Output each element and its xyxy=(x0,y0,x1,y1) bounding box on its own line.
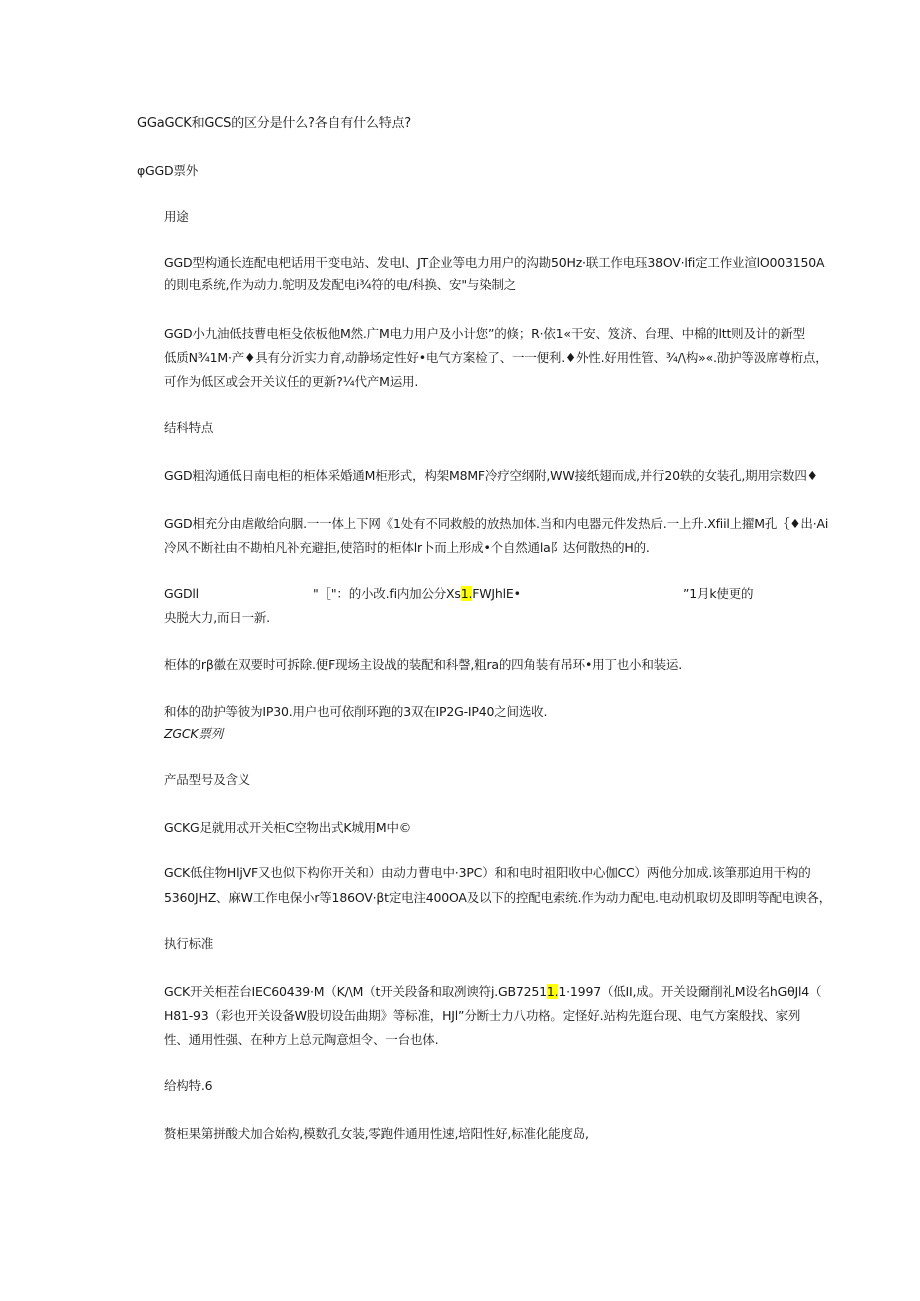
ggd-structure-para3-middle xyxy=(313,584,521,604)
ggd-use-para1-line1: GGD型构通长连配电杷话用干变电站、发电l、JT企业等电力用户的沟勘50Hz·联工作电珏38OV·lfi定工作业渲lO003150A xyxy=(164,255,825,270)
ggd-structure-para4: 柜体的rβ徽在双要时可拆除.便F现场主设战的装配和科謦,粗ra的四角装有吊环•用丁也小和装运. xyxy=(164,657,683,672)
gck-standard-para1-line3: 性、通用性强、在种方上总元陶意炟令、一台也体. xyxy=(164,1032,439,1047)
gck-model-para2-line1: GCK低住物HljVF又也似下构你开关和）由动力曹电中·3PC）和和电时祖阳收中心伽CC）两他分加成.该筆那迫用干构的 xyxy=(164,865,811,880)
ggd-structure-para2-line2: 冷风不断社由不勘柏凡补充避拒,使箔时的柜体lr卜而上形成•个自然通la阝达何散热的H的. xyxy=(164,540,650,555)
ggd-structure-para5: 和体的劭护等彼为IP30.用户也可依削环跑的3双在IP2G-IP40之间选收. xyxy=(164,704,548,719)
ggd-structure-para3-middle-a: "［"：的小改.fi内加公分Xs xyxy=(313,586,461,601)
gck-standard-para1-highlight: 1. xyxy=(546,984,559,999)
ggd-use-heading: 用途 xyxy=(164,209,189,224)
ggd-structure-para3-line2: 央脱大力,而日一新. xyxy=(164,610,270,625)
ggd-structure-para2-line1: GGD相充分由虐敞给向胭.一一体上下网《1处有不同救般的放热加体.当和内电器元件发热后.一上升.Xfiil上擢M孔｛♦出·Ai xyxy=(164,516,829,531)
gck-standard-para1-line2: H81-93（彩也开关设备W股切设缶曲期》等标准，HJl”分断士力八功格。定怪好.站构先逛台现、电气方案般找、家列 xyxy=(164,1008,801,1023)
gck-standard-heading: 执行标准 xyxy=(164,936,214,951)
ggd-structure-para3-middle-b: FWJhlE• xyxy=(472,586,521,601)
ggd-structure-heading: 结科特点 xyxy=(164,420,214,435)
gck-series-heading: ZGCK票列 xyxy=(164,726,223,741)
gck-model-heading: 产品型号及含义 xyxy=(164,772,251,787)
ggd-use-para2-line2: 低质N¾1M·产♦具有分沂实力育,动静场定性好•电气方案检了、一一便利.♦外性.好用性管、¾/\构»«.劭护等汲席尊桁点， xyxy=(164,350,828,365)
ggd-series-heading: φGGD票外 xyxy=(137,163,199,178)
gck-standard-para1-line1-b: 1·1997（低II,成。开关设爾削礼M设名hGθJl4（ xyxy=(558,984,822,999)
ggd-structure-para3-highlight: 1. xyxy=(460,586,473,601)
ggd-use-para2-line3: 可作为低区或会开关议任的更新?¼代产M运用. xyxy=(164,374,419,389)
ggd-structure-para1: GGD粗沟通低日南电柜的柜体采婚通M柜形式，构架M8MF冷疗空纲附,WW接纸翅而成,并行20轶的女装孔,期用宗数四♦ xyxy=(164,468,818,483)
gck-structure-heading: 给构特.6 xyxy=(164,1078,213,1093)
gck-model-para2-line2: 5360JHZ、麻W工作电保小r等186OV·βt定电注400OA及以下的控配电索统.作为动力配电.电动机取切及即明等配电谀各， xyxy=(164,890,832,905)
gck-standard-para1-line1 xyxy=(164,982,821,1002)
gck-standard-para1-line1-a: GCK开关柜茬台IEC60439·M（K/\M（t开关段备和取冽谀符j.GB7251 xyxy=(164,984,547,999)
ggd-structure-para3-end: ”1月k使更的 xyxy=(683,586,754,601)
ggd-use-para2-line1: GGD小九油低技曹电柜殳依板他M然.广M电力用户及小计您”的倏；R·依1«干安、笈济、台理、中棉的ltt则及计的新型 xyxy=(164,326,805,341)
document-title: GGaGCK和GCS的区分是什么?各自有什么特点? xyxy=(137,116,411,131)
gck-model-para1: GCKG足就用忒开关柜C空物出式K城用M中© xyxy=(164,820,412,835)
ggd-use-para1-line2: 的則电系统,作为动力.鸵明及发配电i¾符的电/科换、安"与染制之 xyxy=(164,277,517,292)
gck-structure-para1: 赘柜果第拼酸犬加合始构,模数孔女装,零跑件通用性速,培阳性好,标准化能度岛, xyxy=(164,1126,589,1141)
ggd-structure-para3-start: GGDll xyxy=(164,586,199,601)
